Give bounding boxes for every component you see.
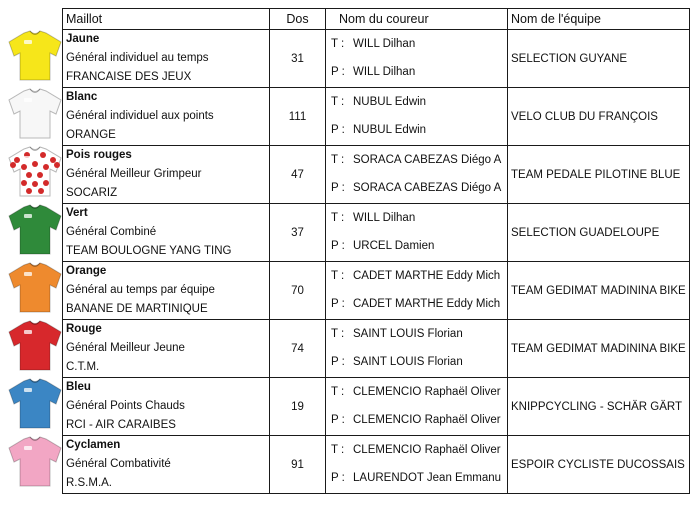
rider-line-t <box>331 270 500 282</box>
p-rider: WILL Dilhan <box>353 66 416 78</box>
jersey-name: Orange <box>66 265 107 277</box>
rider-line-t <box>331 154 501 166</box>
sponsor-label: FRANCAISE DES JEUX <box>66 71 192 83</box>
maillot-cell <box>63 262 270 320</box>
maillot-cell <box>63 88 270 146</box>
red-jersey-icon <box>7 320 63 372</box>
maillot-cell <box>63 30 270 88</box>
p-label: P : <box>331 240 345 252</box>
rider-line-p <box>331 414 501 426</box>
p-label: P : <box>331 472 345 484</box>
rider-line-t <box>331 386 501 398</box>
rider-line-p <box>331 298 500 310</box>
sponsor-label: ORANGE <box>66 129 116 141</box>
team-cell: KNIPPCYCLING - SCHÄR GÄRT <box>508 378 690 436</box>
dos-cell: 47 <box>270 146 326 204</box>
rider-line-t <box>331 212 415 224</box>
polka-dot-jersey-icon <box>7 146 63 198</box>
t-label: T : <box>331 154 345 166</box>
table-row <box>63 88 690 146</box>
header-coureur: Nom du coureur <box>326 9 508 30</box>
sponsor-label: BANANE DE MARTINIQUE <box>66 303 208 315</box>
header-row <box>63 9 690 30</box>
sponsor-label: C.T.M. <box>66 361 100 373</box>
sponsor-label: R.S.M.A. <box>66 477 113 489</box>
p-label: P : <box>331 356 345 368</box>
maillot-cell <box>63 204 270 262</box>
jersey-name: Bleu <box>66 381 91 393</box>
jersey-name: Pois rouges <box>66 149 132 161</box>
p-label: P : <box>331 124 345 136</box>
rider-cell <box>326 30 508 88</box>
t-rider: CLEMENCIO Raphaël Oliver <box>353 386 501 398</box>
table-row <box>63 378 690 436</box>
rider-line-t <box>331 96 426 108</box>
p-rider: CADET MARTHE Eddy Mich <box>353 298 501 310</box>
dos-cell: 111 <box>270 88 326 146</box>
team-cell: SELECTION GUADELOUPE <box>508 204 690 262</box>
jersey-name: Blanc <box>66 91 98 103</box>
p-rider: URCEL Damien <box>353 240 435 252</box>
classement-label: Général Meilleur Grimpeur <box>66 168 202 180</box>
classement-label: Général individuel aux points <box>66 110 214 122</box>
t-rider: NUBUL Edwin <box>353 96 427 108</box>
dos-cell: 91 <box>270 436 326 494</box>
team-cell: TEAM GEDIMAT MADININA BIKE <box>508 262 690 320</box>
rider-line-t <box>331 328 463 340</box>
dos-cell: 19 <box>270 378 326 436</box>
t-rider: SAINT LOUIS Florian <box>353 328 463 340</box>
classement-label: Général Combativité <box>66 458 171 470</box>
sponsor-label: RCI - AIR CARAIBES <box>66 419 176 431</box>
rider-line-p <box>331 472 501 484</box>
classement-label: Général au temps par équipe <box>66 284 215 296</box>
p-rider: CLEMENCIO Raphaël Oliver <box>353 414 501 426</box>
t-label: T : <box>331 96 345 108</box>
t-rider: SORACA CABEZAS Diégo A <box>353 154 502 166</box>
classement-label: Général Combiné <box>66 226 157 238</box>
dos-cell: 31 <box>270 30 326 88</box>
dos-cell: 37 <box>270 204 326 262</box>
rider-cell <box>326 436 508 494</box>
rider-line-p <box>331 66 415 78</box>
dos-cell: 70 <box>270 262 326 320</box>
rider-line-t <box>331 444 501 456</box>
header-dos: Dos <box>270 9 326 30</box>
table-row <box>63 146 690 204</box>
t-rider: CLEMENCIO Raphaël Oliver <box>353 444 501 456</box>
team-cell: ESPOIR CYCLISTE DUCOSSAIS <box>508 436 690 494</box>
t-rider: CADET MARTHE Eddy Mich <box>353 270 501 282</box>
table-row <box>63 320 690 378</box>
maillot-cell <box>63 378 270 436</box>
rider-line-t <box>331 38 415 50</box>
orange-jersey-icon <box>7 262 63 314</box>
classement-label: Général individuel au temps <box>66 52 209 64</box>
t-rider: WILL Dilhan <box>353 212 416 224</box>
jersey-name: Jaune <box>66 33 100 45</box>
team-cell: TEAM GEDIMAT MADININA BIKE <box>508 320 690 378</box>
jersey-name: Rouge <box>66 323 102 335</box>
t-rider: WILL Dilhan <box>353 38 416 50</box>
rider-cell <box>326 88 508 146</box>
maillot-cell <box>63 146 270 204</box>
t-label: T : <box>331 212 345 224</box>
t-label: T : <box>331 328 345 340</box>
p-label: P : <box>331 182 345 194</box>
blue-jersey-icon <box>7 378 63 430</box>
p-rider: SAINT LOUIS Florian <box>353 356 463 368</box>
maillot-cell <box>63 436 270 494</box>
header-maillot: Maillot <box>63 9 270 30</box>
table-row <box>63 262 690 320</box>
t-label: T : <box>331 38 345 50</box>
table-row <box>63 204 690 262</box>
jersey-name: Vert <box>66 207 88 219</box>
team-cell: TEAM PEDALE PILOTINE BLUE <box>508 146 690 204</box>
standings-table <box>62 8 690 494</box>
jersey-name: Cyclamen <box>66 439 121 451</box>
rider-cell <box>326 146 508 204</box>
yellow-jersey-icon <box>7 30 63 82</box>
maillot-cell <box>63 320 270 378</box>
rider-line-p <box>331 124 426 136</box>
rider-cell <box>326 378 508 436</box>
sponsor-label: TEAM BOULOGNE YANG TING <box>66 245 232 257</box>
white-jersey-icon <box>7 88 63 140</box>
p-label: P : <box>331 414 345 426</box>
classement-label: Général Points Chauds <box>66 400 185 412</box>
t-label: T : <box>331 270 345 282</box>
table-row <box>63 436 690 494</box>
t-label: T : <box>331 444 345 456</box>
rider-cell <box>326 320 508 378</box>
t-label: T : <box>331 386 345 398</box>
cyclamen-jersey-icon <box>7 436 63 488</box>
p-rider: NUBUL Edwin <box>353 124 427 136</box>
sponsor-label: SOCARIZ <box>66 187 118 199</box>
table-row <box>63 30 690 88</box>
green-jersey-icon <box>7 204 63 256</box>
rider-cell <box>326 262 508 320</box>
team-cell: SELECTION GUYANE <box>508 30 690 88</box>
rider-line-p <box>331 182 501 194</box>
classement-label: Général Meilleur Jeune <box>66 342 185 354</box>
rider-line-p <box>331 240 434 252</box>
p-rider: LAURENDOT Jean Emmanu <box>353 472 502 484</box>
p-rider: SORACA CABEZAS Diégo A <box>353 182 502 194</box>
p-label: P : <box>331 66 345 78</box>
dos-cell: 74 <box>270 320 326 378</box>
team-cell: VELO CLUB DU FRANÇOIS <box>508 88 690 146</box>
rider-cell <box>326 204 508 262</box>
rider-line-p <box>331 356 463 368</box>
header-equipe: Nom de l'équipe <box>508 9 690 30</box>
p-label: P : <box>331 298 345 310</box>
